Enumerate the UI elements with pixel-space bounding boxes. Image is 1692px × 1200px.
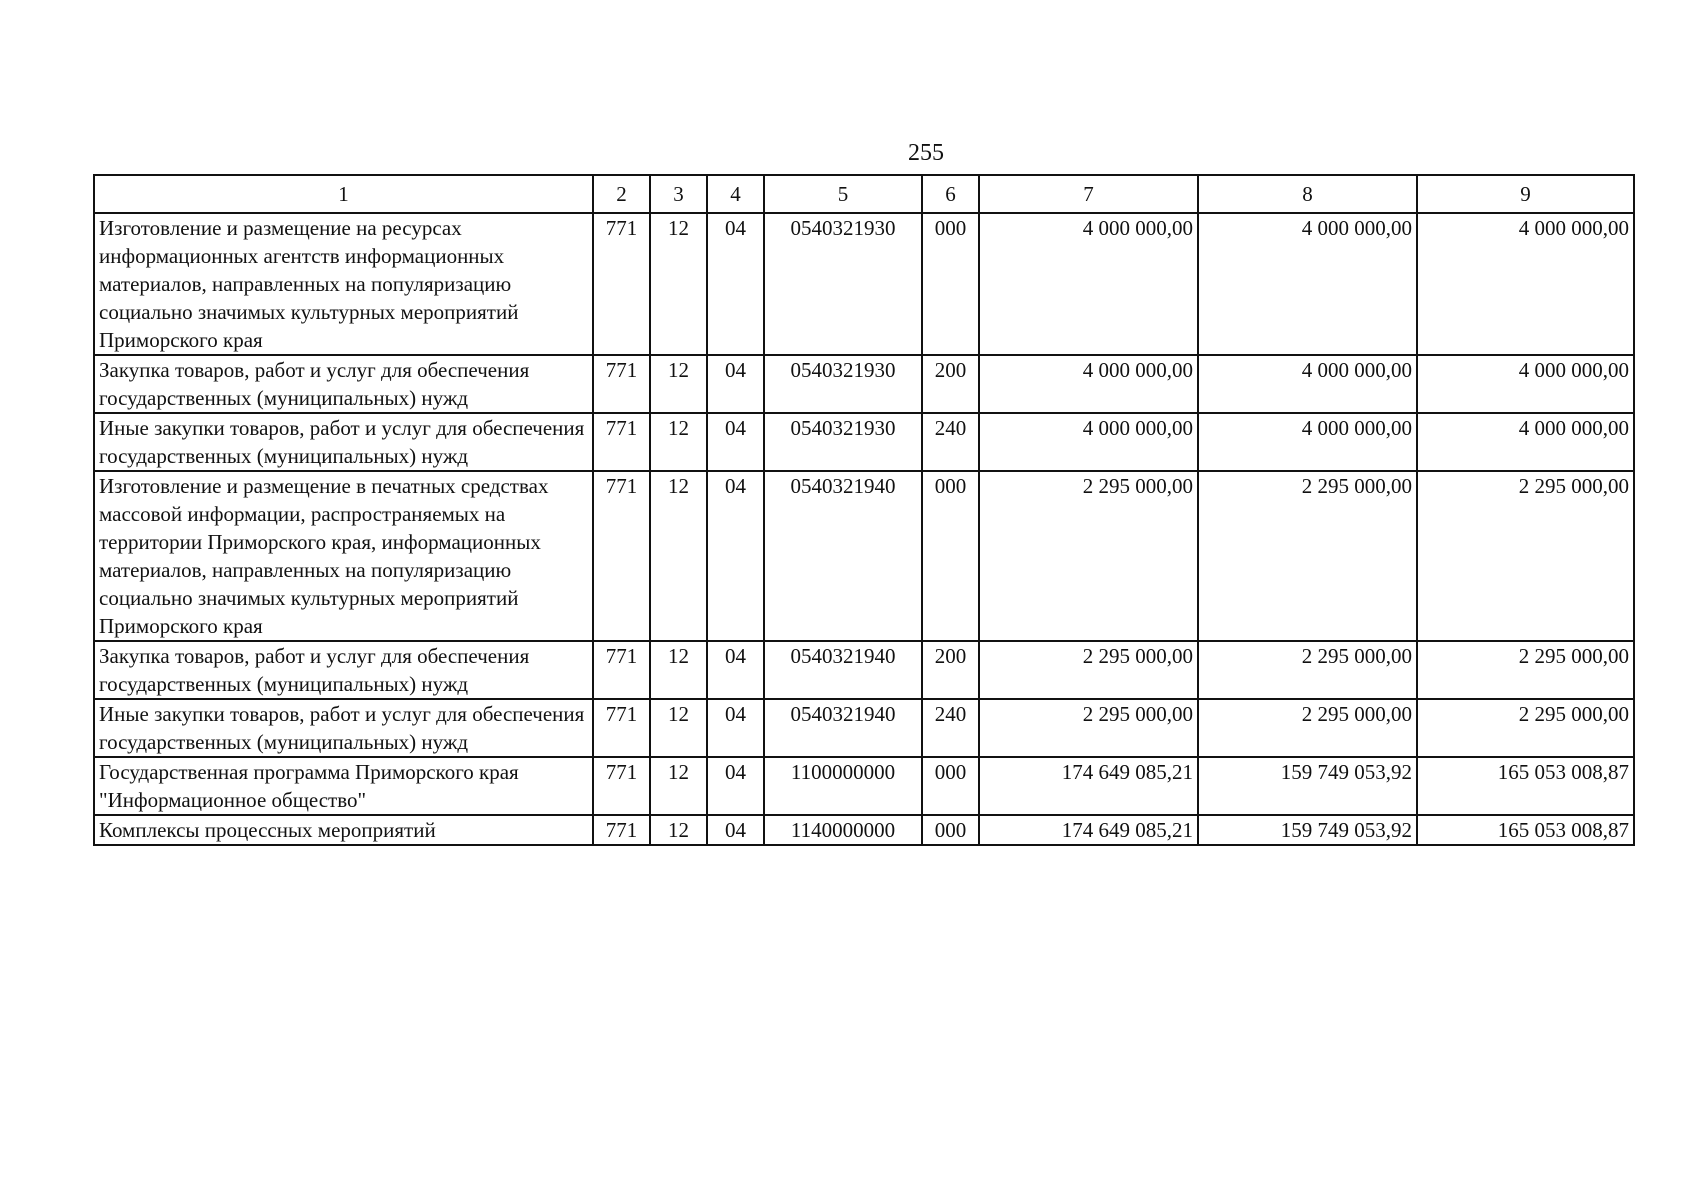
cell-amount-7: 2 295 000,00 [979,471,1198,641]
cell-subsection: 04 [707,355,764,413]
page-number: 255 [908,140,944,166]
cell-section: 12 [650,413,707,471]
cell-subsection: 04 [707,699,764,757]
column-header-6: 6 [922,175,979,213]
cell-amount-9: 2 295 000,00 [1417,471,1634,641]
column-header-4: 4 [707,175,764,213]
cell-amount-8: 2 295 000,00 [1198,641,1417,699]
cell-amount-9: 2 295 000,00 [1417,641,1634,699]
cell-amount-9: 4 000 000,00 [1417,355,1634,413]
cell-amount-8: 159 749 053,92 [1198,757,1417,815]
cell-expense-type: 000 [922,757,979,815]
cell-amount-8: 4 000 000,00 [1198,413,1417,471]
column-header-7: 7 [979,175,1198,213]
row-name: Изготовление и размещение на ресурсах информационных агентств информационных материалов, направленных на популяризацию социально значимых культурных мероприятий Приморского края [94,213,593,355]
column-header-8: 8 [1198,175,1417,213]
cell-subsection: 04 [707,413,764,471]
cell-ministry-code: 771 [593,471,650,641]
cell-expense-type: 000 [922,471,979,641]
cell-ministry-code: 771 [593,757,650,815]
cell-expense-type: 000 [922,815,979,845]
cell-target-article: 0540321940 [764,471,922,641]
cell-ministry-code: 771 [593,815,650,845]
cell-expense-type: 000 [922,213,979,355]
cell-amount-9: 4 000 000,00 [1417,413,1634,471]
table-row [94,757,1634,815]
column-header-1: 1 [94,175,593,213]
cell-amount-7: 174 649 085,21 [979,815,1198,845]
cell-amount-7: 2 295 000,00 [979,641,1198,699]
row-name: Государственная программа Приморского края "Информационное общество" [94,757,593,815]
cell-target-article: 0540321940 [764,641,922,699]
cell-target-article: 1100000000 [764,757,922,815]
table-row [94,413,1634,471]
cell-subsection: 04 [707,471,764,641]
budget-table [93,174,1635,846]
header-row [94,175,1634,213]
cell-section: 12 [650,699,707,757]
cell-expense-type: 200 [922,355,979,413]
cell-amount-9: 2 295 000,00 [1417,699,1634,757]
column-header-3: 3 [650,175,707,213]
cell-ministry-code: 771 [593,413,650,471]
cell-target-article: 0540321930 [764,213,922,355]
table-row [94,471,1634,641]
cell-target-article: 1140000000 [764,815,922,845]
row-name: Изготовление и размещение в печатных средствах массовой информации, распространяемых на территории Приморского края, информационных материалов, направленных на популяризацию социально значимых культурных мероприятий Приморского края [94,471,593,641]
row-name: Закупка товаров, работ и услуг для обеспечения государственных (муниципальных) нужд [94,641,593,699]
cell-ministry-code: 771 [593,641,650,699]
cell-section: 12 [650,471,707,641]
cell-amount-9: 165 053 008,87 [1417,757,1634,815]
column-header-9: 9 [1417,175,1634,213]
table-row [94,699,1634,757]
cell-section: 12 [650,757,707,815]
column-header-5: 5 [764,175,922,213]
cell-amount-8: 159 749 053,92 [1198,815,1417,845]
cell-subsection: 04 [707,213,764,355]
cell-amount-7: 4 000 000,00 [979,413,1198,471]
table-row [94,815,1634,845]
cell-section: 12 [650,815,707,845]
cell-ministry-code: 771 [593,355,650,413]
cell-expense-type: 240 [922,413,979,471]
cell-target-article: 0540321940 [764,699,922,757]
cell-target-article: 0540321930 [764,355,922,413]
row-name: Закупка товаров, работ и услуг для обеспечения государственных (муниципальных) нужд [94,355,593,413]
cell-expense-type: 200 [922,641,979,699]
cell-amount-8: 4 000 000,00 [1198,355,1417,413]
cell-section: 12 [650,641,707,699]
row-name: Иные закупки товаров, работ и услуг для обеспечения государственных (муниципальных) нужд [94,699,593,757]
cell-amount-7: 4 000 000,00 [979,355,1198,413]
cell-target-article: 0540321930 [764,413,922,471]
table-row [94,213,1634,355]
cell-amount-7: 174 649 085,21 [979,757,1198,815]
cell-section: 12 [650,213,707,355]
cell-amount-8: 4 000 000,00 [1198,213,1417,355]
table-row [94,355,1634,413]
cell-amount-8: 2 295 000,00 [1198,699,1417,757]
table-row [94,641,1634,699]
cell-amount-9: 165 053 008,87 [1417,815,1634,845]
column-header-2: 2 [593,175,650,213]
cell-subsection: 04 [707,641,764,699]
cell-amount-7: 2 295 000,00 [979,699,1198,757]
cell-amount-8: 2 295 000,00 [1198,471,1417,641]
row-name: Комплексы процессных мероприятий [94,815,593,845]
row-name: Иные закупки товаров, работ и услуг для обеспечения государственных (муниципальных) нужд [94,413,593,471]
cell-subsection: 04 [707,757,764,815]
cell-expense-type: 240 [922,699,979,757]
cell-ministry-code: 771 [593,213,650,355]
cell-section: 12 [650,355,707,413]
cell-ministry-code: 771 [593,699,650,757]
cell-amount-9: 4 000 000,00 [1417,213,1634,355]
cell-amount-7: 4 000 000,00 [979,213,1198,355]
cell-subsection: 04 [707,815,764,845]
